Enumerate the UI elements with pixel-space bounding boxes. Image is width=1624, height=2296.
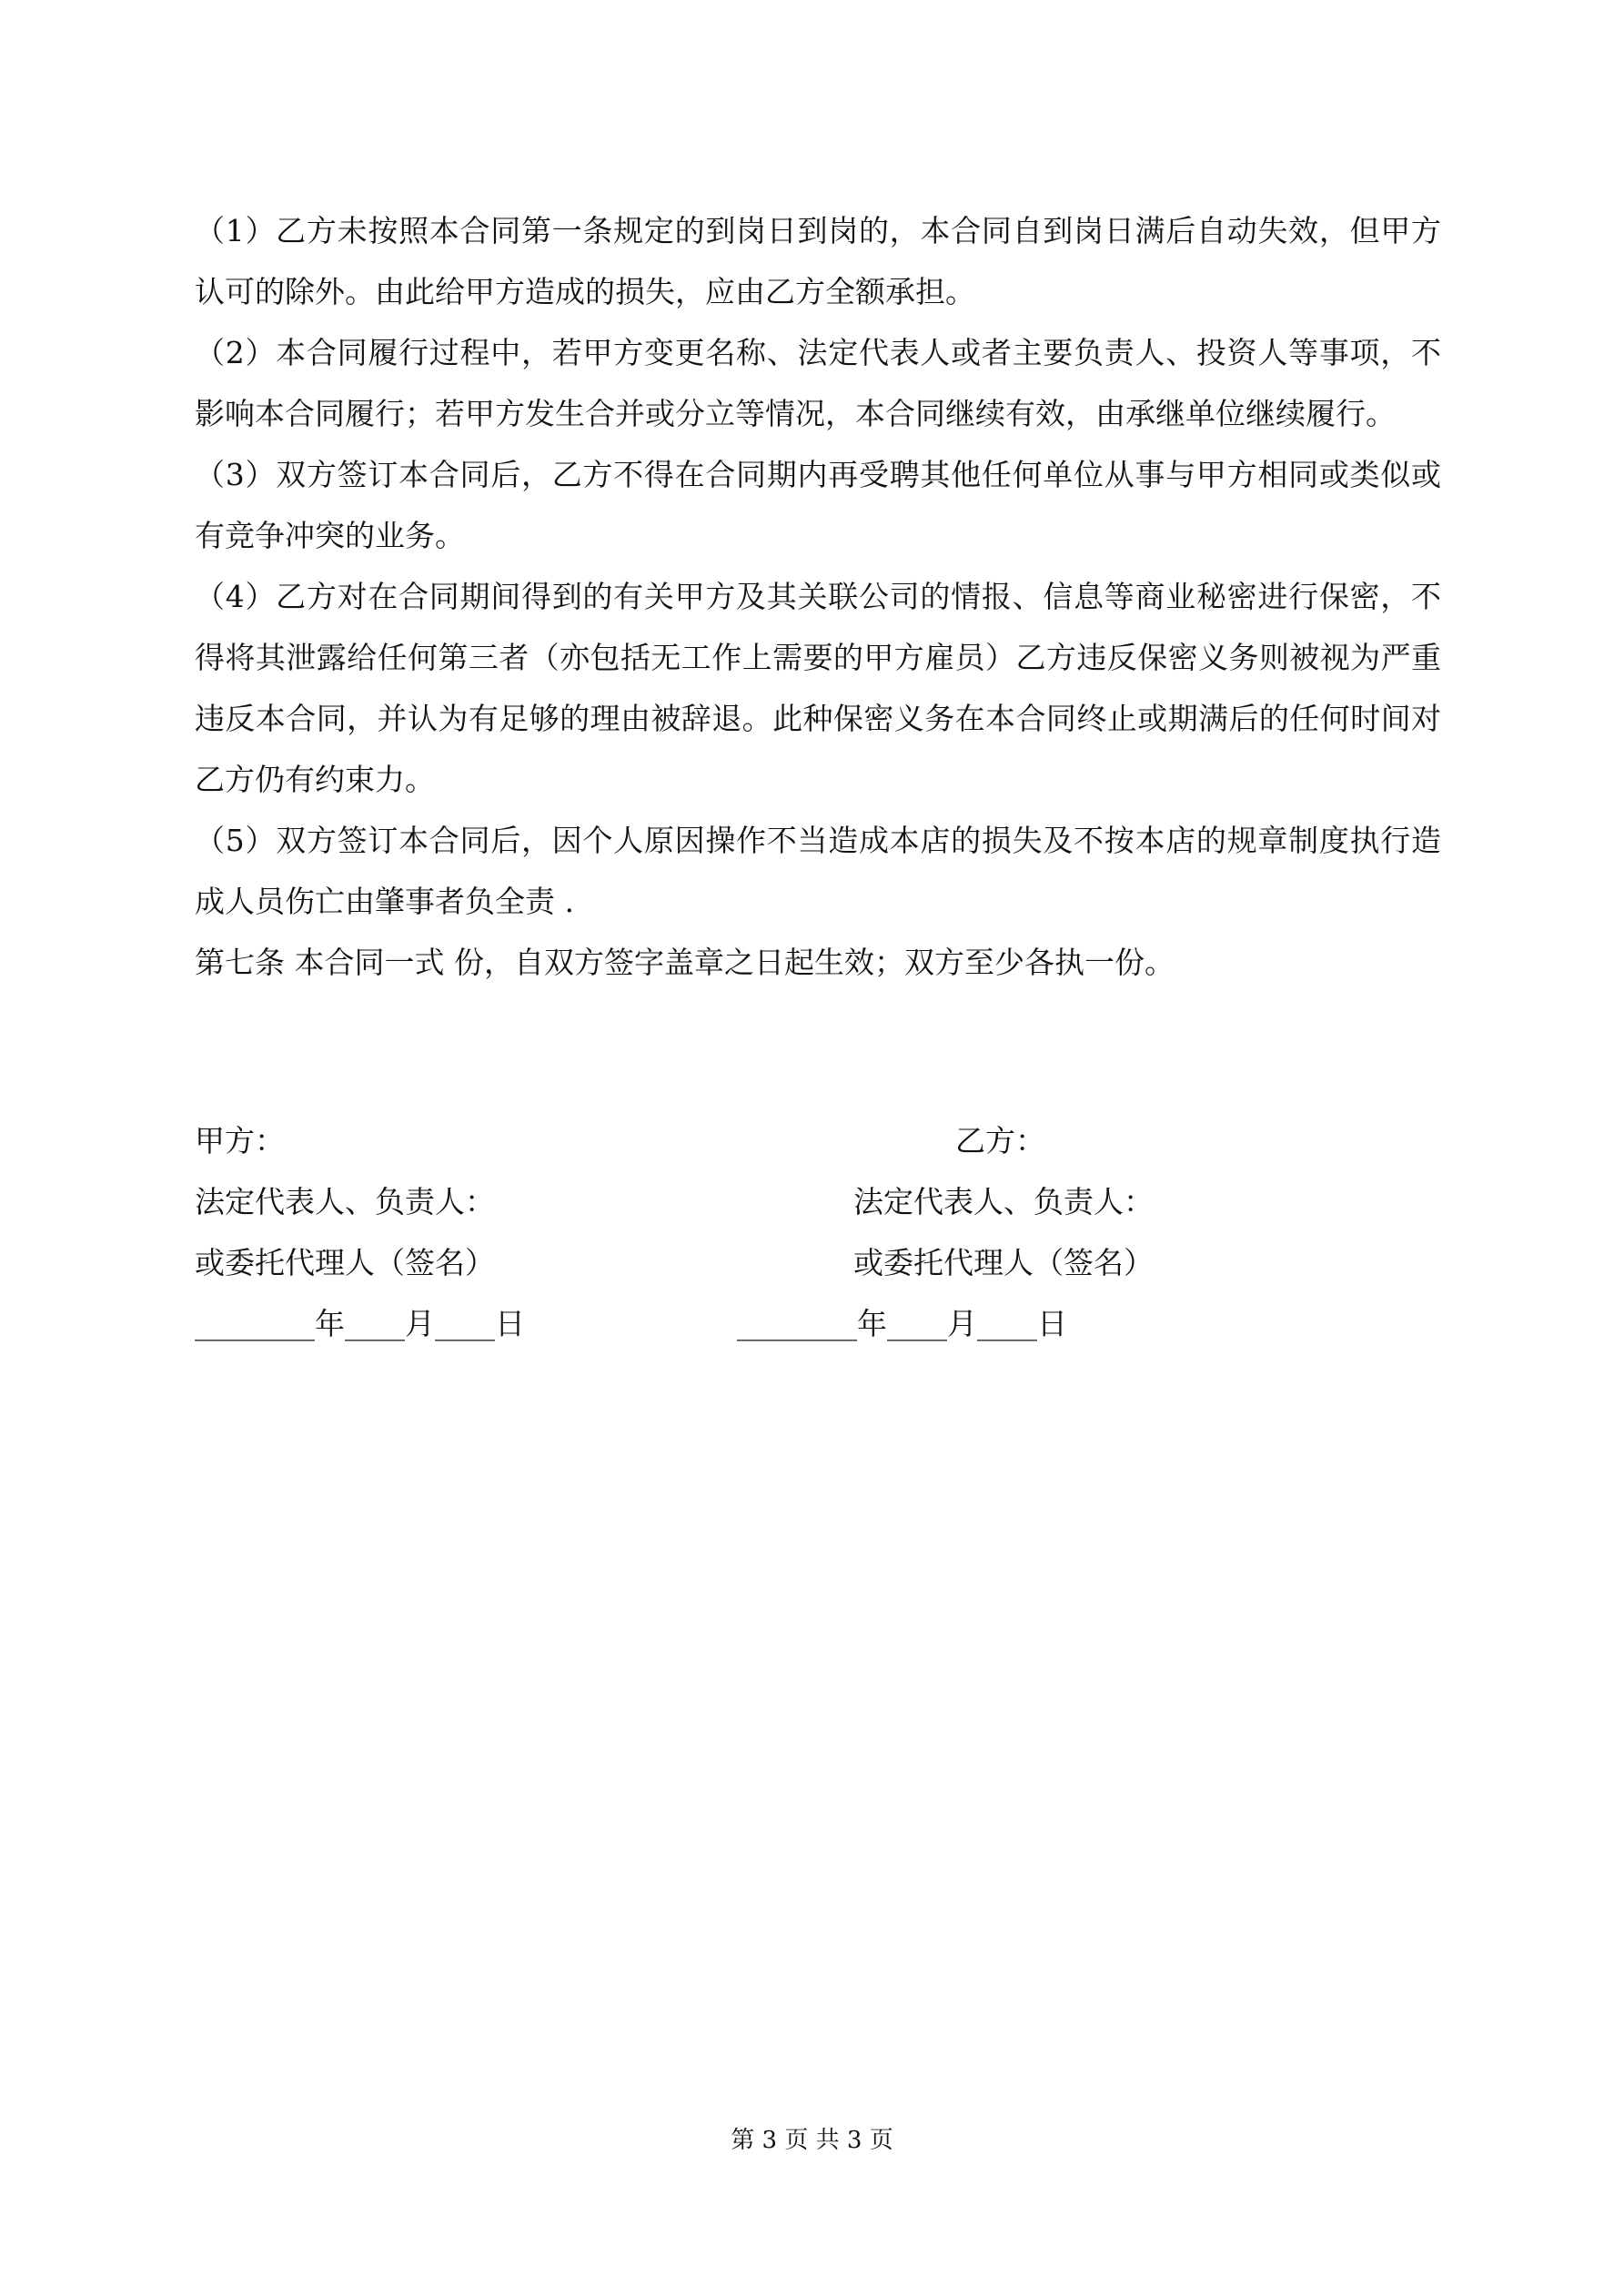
party-b-label: 乙方： bbox=[955, 1123, 1045, 1158]
clause-1: （1）乙方未按照本合同第一条规定的到岗日到岗的，本合同自到岗日满后自动失效，但甲方认可的除外。由此给甲方造成的损失，应由乙方全额承担。 bbox=[195, 213, 1441, 309]
article-seven: 第七条 本合同一式 份，自双方签字盖章之日起生效；双方至少各执一份。 bbox=[195, 945, 1175, 980]
party-a-label: 甲方： bbox=[195, 1123, 285, 1158]
page-number-footer: 第 3 页 共 3 页 bbox=[731, 2127, 893, 2154]
party-b-date: ________年____月____日 bbox=[737, 1306, 1067, 1341]
clause-4: （4）乙方对在合同期间得到的有关甲方及其关联公司的情报、信息等商业秘密进行保密，不得将其泄露给任何第三者（亦包括无工作上需要的甲方雇员）乙方违反保密义务则被视为严重违反本合同，并认为有足够的理由被辞退。此种保密义务在本合同终止或期满后的任何时间对乙方仍有约束力。 bbox=[195, 579, 1441, 797]
clause-5: （5）双方签订本合同后，因个人原因操作不当造成本店的损失及不按本店的规章制度执行造成人员伤亡由肇事者负全责 . bbox=[195, 823, 1441, 919]
party-b-agent-signature: 或委托代理人（签名） bbox=[853, 1245, 1154, 1280]
contract-body bbox=[195, 200, 1441, 993]
party-a-date: ________年____月____日 bbox=[195, 1306, 525, 1341]
party-a-representative: 法定代表人、负责人： bbox=[195, 1184, 495, 1219]
party-a-agent-signature: 或委托代理人（签名） bbox=[195, 1245, 495, 1280]
clause-3: （3）双方签订本合同后，乙方不得在合同期内再受聘其他任何单位从事与甲方相同或类似或有竞争冲突的业务。 bbox=[195, 457, 1441, 553]
party-b-representative: 法定代表人、负责人： bbox=[853, 1184, 1154, 1219]
clause-2: （2）本合同履行过程中，若甲方变更名称、法定代表人或者主要负责人、投资人等事项，不影响本合同履行；若甲方发生合并或分立等情况，本合同继续有效，由承继单位继续履行。 bbox=[195, 335, 1441, 431]
